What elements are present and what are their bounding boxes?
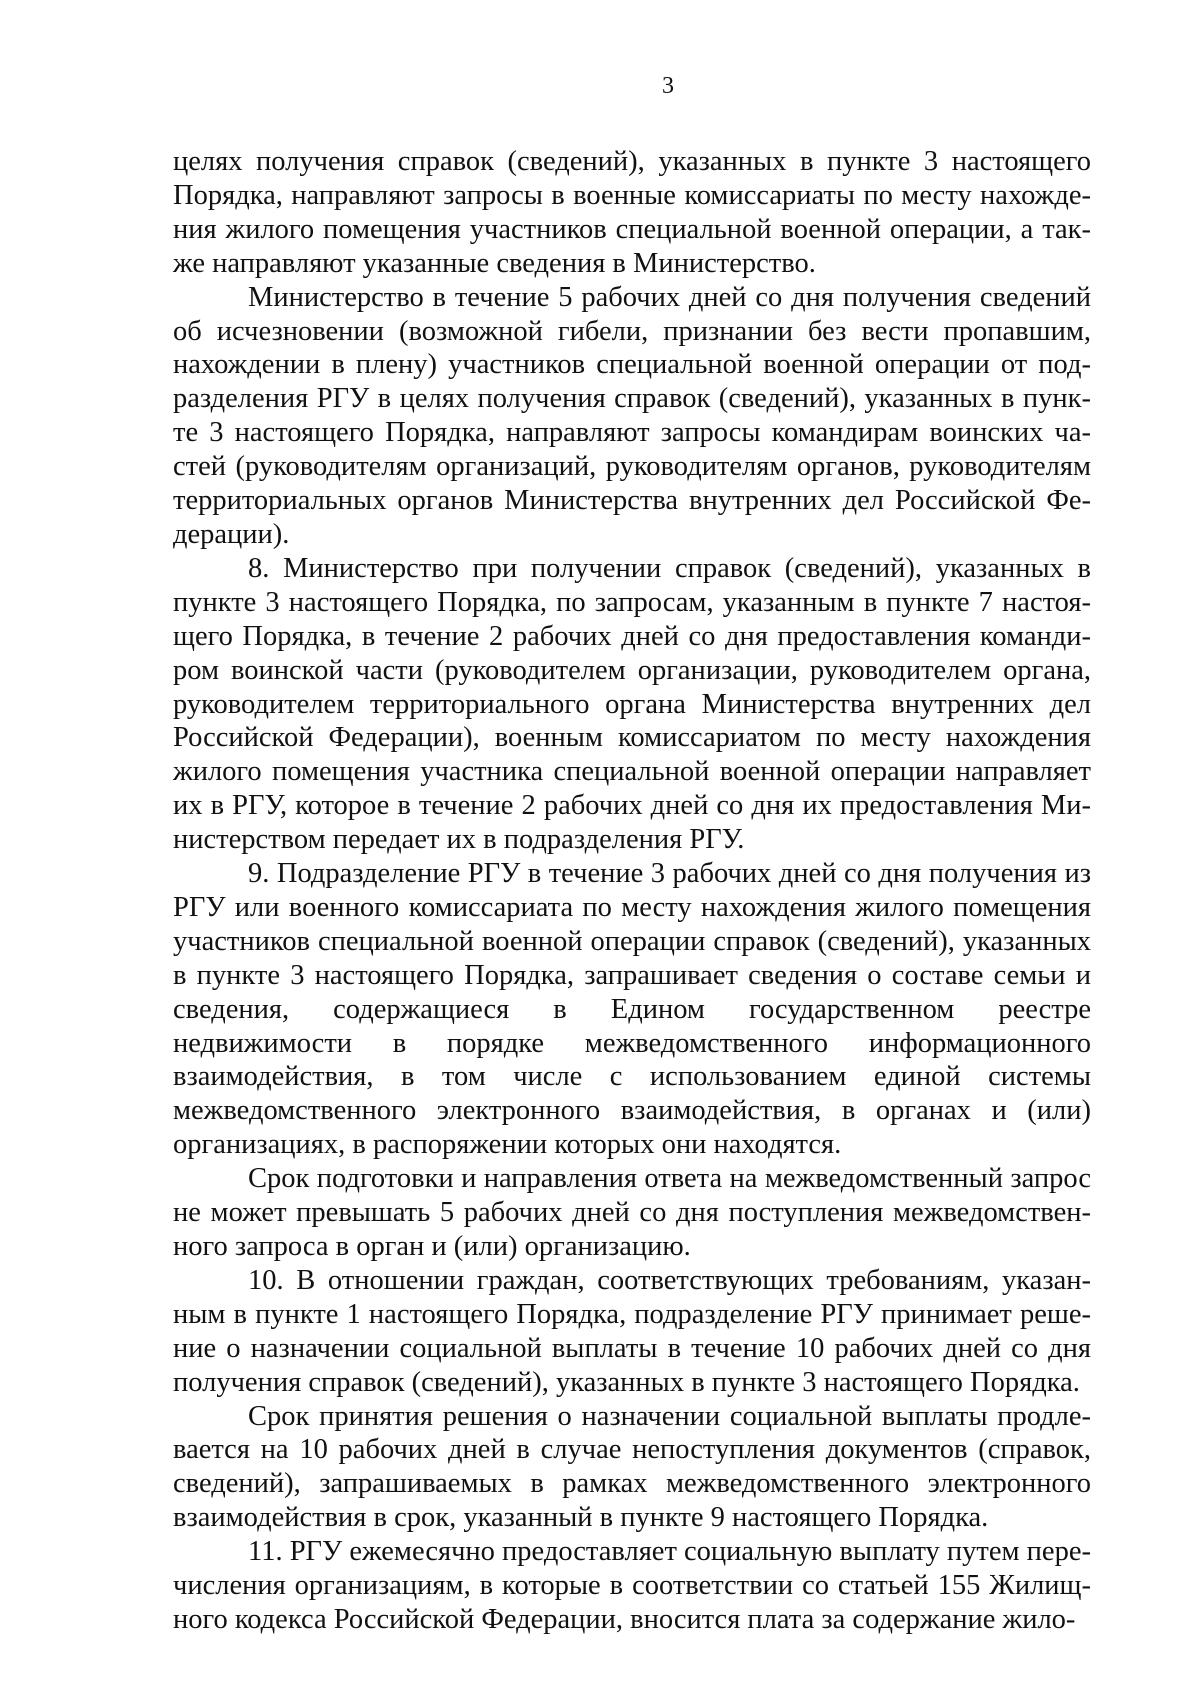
paragraph: 11. РГУ ежемесячно предоставляет социальную выплату путем перечисления организациям, в которые в соответствии со статьей 155 Жилищного кодекса Российской Федерации, вносится плата за содержание жило- [173, 1536, 1091, 1635]
paragraph: 9. Подразделение РГУ в течение 3 рабочих дней со дня получения из РГУ или военного комиссариата по месту нахождения жилого помещения участников специальной военной операции справок (сведений), указанных в пункте 3 настоящего Порядка, запрашивает сведения о составе семьи и сведения, содержащиеся в Едином государственном реестре недвижимости в порядке межведомственного информационного взаимодействия, в том числе с использованием единой системы межведомственного электронного взаимодействия, в органах и (или) организациях, в распоряжении которых они находятся. [173, 858, 1091, 1161]
paragraph: 8. Министерство при получении справок (сведений), указанных в пункте 3 настоящего Порядка, по запросам, указанным в пункте 7 настоящего Порядка, в течение 2 рабочих дней со дня предоставления командиром воинской части (руководителем организации, руководителем органа, руководителем территориального органа Министерства внутренних дел Российской Федерации), военным комиссариатом по месту нахождения жилого помещения участника специальной военной операции направляет их в РГУ, которое в течение 2 рабочих дней со дня их предоставления Министерством передает их в подразделения РГУ. [173, 552, 1091, 856]
paragraph: Министерство в течение 5 рабочих дней со дня получения сведений об исчезновении (возможной гибели, признании без вести пропавшим, нахождении в плену) участников специальной военной операции от подразделения РГУ в целях получения справок (сведений), указанных в пункте 3 настоящего Порядка, направляют запросы командирам воинских частей (руководителям организаций, руководителям органов, руководителям территориальных органов Министерства внутренних дел Российской Федерации). [173, 281, 1091, 550]
paragraph: Срок подготовки и направления ответа на межведомственный запрос не может превышать 5 рабочих дней со дня поступления межведомственного запроса в орган и (или) организацию. [173, 1163, 1091, 1262]
paragraph: целях получения справок (сведений), указанных в пункте 3 настоящего Порядка, направляют запросы в военные комиссариаты по месту нахождения жилого помещения участников специальной военной операции, а также направляют указанные сведения в Министерство. [173, 146, 1091, 279]
paragraph: Срок принятия решения о назначении социальной выплаты продлевается на 10 рабочих дней в случае непоступления документов (справок, сведений), запрашиваемых в рамках межведомственного электронного взаимодействия в срок, указанный в пункте 9 настоящего Порядка. [173, 1400, 1091, 1534]
paragraph: 10. В отношении граждан, соответствующих требованиям, указанным в пункте 1 настоящего Порядка, подразделение РГУ принимает решение о назначении социальной выплаты в течение 10 рабочих дней со дня получения справок (сведений), указанных в пункте 3 настоящего Порядка. [173, 1264, 1091, 1398]
document-body [173, 145, 1091, 1637]
page-number: 3 [662, 73, 674, 99]
